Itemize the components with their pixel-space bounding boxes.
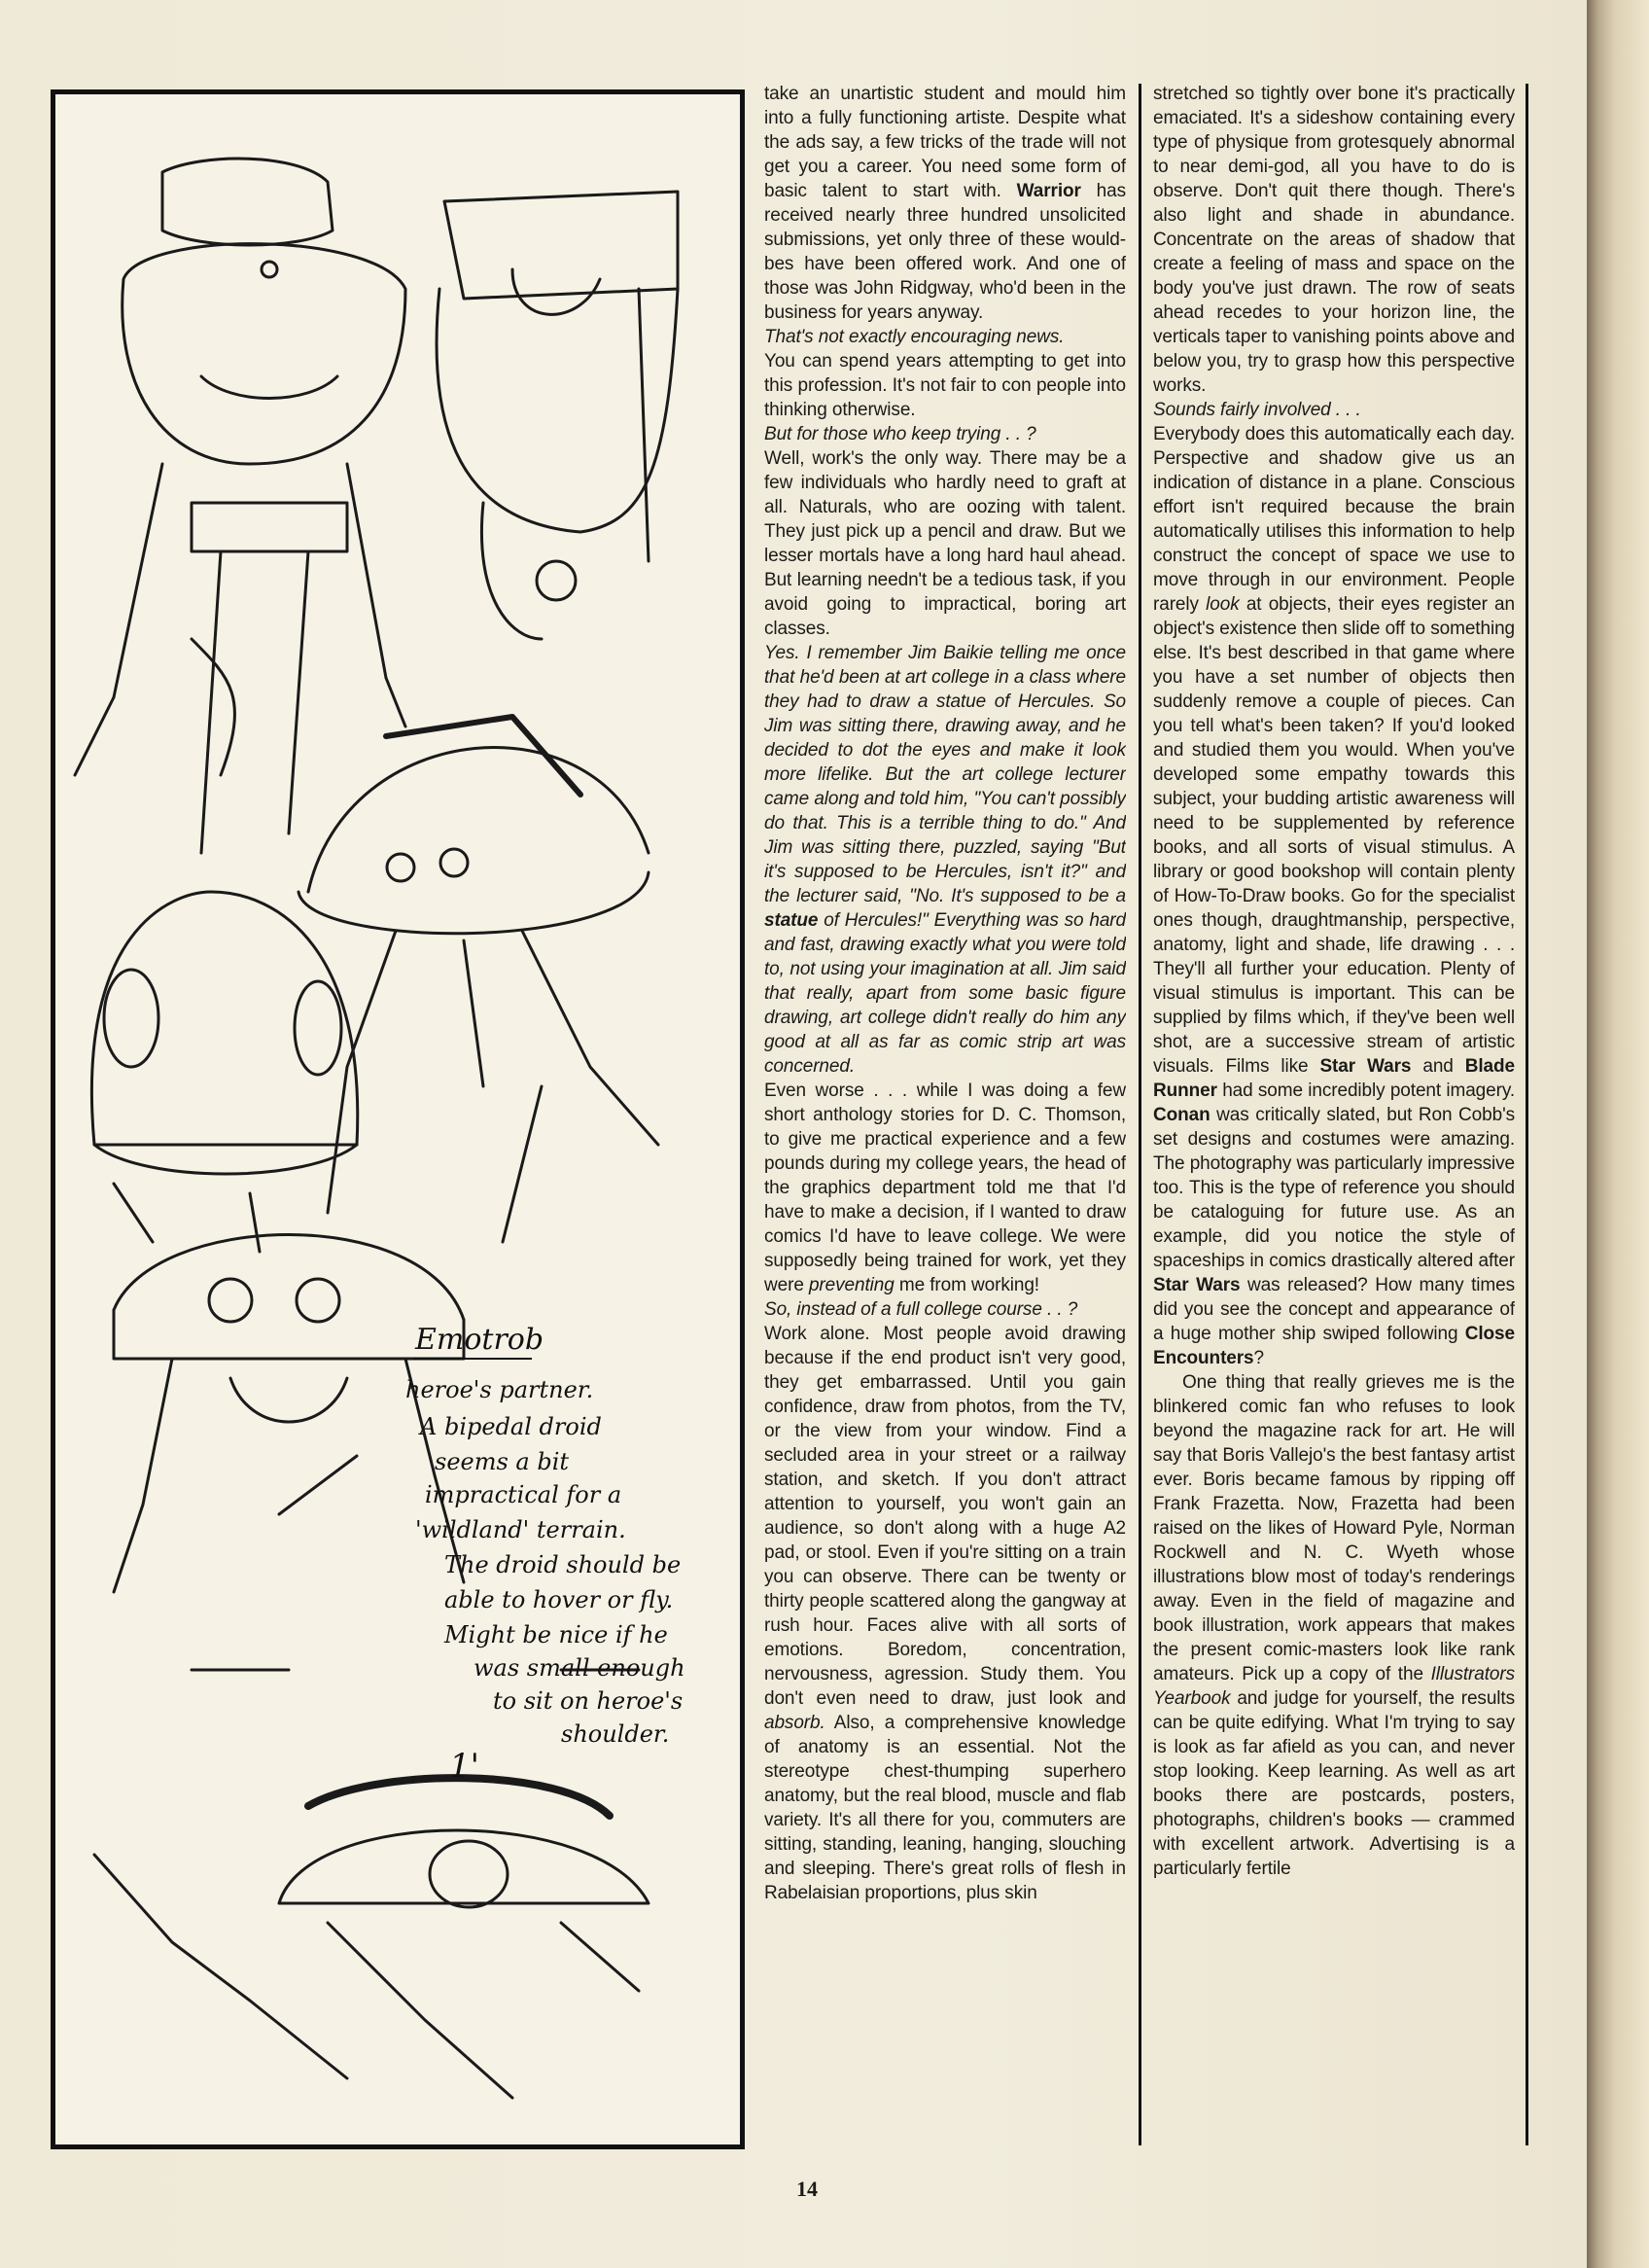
text-run: take an unartistic student and mould him into a fully functioning artiste. Despite what the ads say, a few tricks of the trade will not get you a career. You need some form of basic talent to start with. [764,84,1126,201]
note-line: impractical for a [425,1481,622,1508]
note-line: able to hover or fly. [444,1586,674,1613]
emphasis-bold: Close Encounters [1153,1324,1515,1368]
text-run: Sounds fairly involved . . . [1153,400,1361,420]
emphasis-italic: absorb. [764,1713,825,1733]
note-line: was small enough [474,1654,685,1682]
text-run: was released? How many times did you see the concept and appearance of a huge mother ship swiped following [1153,1275,1515,1344]
text-run: and judge for yourself, the results can be quite edifying. What I'm trying to say is look as far afield as you can, and never stop looking. Keep learning. As well as art books there are postcards, posters, photographs, children's books — crammed with excellent artwork. Advertising is a particularly fertile [1153,1688,1515,1879]
droid-sketch-top-left [75,159,405,853]
text-run: Even worse . . . while I was doing a few short anthology stories for D. C. Thomson, to give me practical experience and a few pounds during my college years, the head of the graphics department told me that I'd have to make a decision, if I wanted to draw comics I'd have to leave college. We were supposedly being trained for work, yet they were [764,1081,1126,1295]
text-run: me from working! [894,1275,1039,1295]
note-mark: 1' [449,1747,479,1786]
paragraph [764,446,1126,641]
droid-sketch-top-right [437,192,678,639]
droid-sketch-dome [91,892,357,1252]
emphasis-italic: Illustrators Yearbook [1153,1664,1515,1709]
text-run: One thing that really grieves me is the blinkered comic fan who refuses to look beyond the magazine rack for art. He will say that Boris Vallejo's the best fantasy artist ever. Boris became famous by ripping off Frank Frazetta. Now, Frazetta had been raised on the likes of Howard Pyle, Norman Rockwell and N. C. Wyeth whose illustrations blow most of today's renderings away. Even in the field of magazine and book illustration, work appears that makes the present comic-masters look like rank amateurs. Pick up a copy of the [1153,1372,1515,1684]
emphasis-italic: of Hercules!" Everything was so hard and fast, drawing exactly what you were told to, not using your imagination at all. Jim said that really, apart from some basic figure drawing, art college didn't really do him any good at all as far as comic strip art was concerned. [764,910,1126,1077]
paragraph [1153,1370,1515,1881]
note-line: shoulder. [561,1720,670,1748]
sketch-annotation [405,1323,692,1786]
column-rule [1139,84,1141,2145]
sketch-panel [51,89,745,2149]
svg-text:Emotrob [414,1323,544,1357]
page-edge [1587,0,1649,2268]
text-column-1 [764,82,1126,2149]
page-number: 14 [796,2177,818,2201]
text-run: and [1411,1056,1465,1077]
text-run: stretched so tightly over bone it's practically emaciated. It's a sideshow containing every type of physique from grotesquely abnormal to near demi-god, all you have to do is observe. Don't quit there though. There's also light and shade in abundance. Concentrate on the areas of shadow that create a feeling of mass and space on the body you've just drawn. The row of seats ahead recedes to your horizon line, the verticals taper to vanishing points above and below you, try to grasp how this perspective works. [1153,84,1515,396]
text-run: That's not exactly encouraging news. [764,327,1065,347]
text-run: was critically slated, but Ron Cobb's set designs and costumes were amazing. The photography was particularly impressive too. This is the type of reference you should be cataloguing for future use. As an example, did you notice the style of spaceships in comics drastically altered after [1153,1105,1515,1271]
note-title: Emotrob [415,1323,544,1357]
note-line: 'wildland' terrain. [415,1516,626,1543]
note-line: Might be nice if he [444,1621,668,1648]
interview-question [764,1297,1126,1322]
emphasis-bold: Warrior [1016,181,1081,201]
paragraph [764,349,1126,422]
droid-sketch-emotrob-front [114,1235,464,1593]
paragraph [764,82,1126,325]
text-column-2 [1153,82,1515,2149]
interview-question [764,422,1126,446]
text-run: So, instead of a full college course . . ? [764,1299,1078,1320]
emphasis-italic: look [1206,594,1240,615]
text-run: ? [1253,1348,1264,1368]
emphasis-bold: statue [764,910,819,931]
text-run: Also, a comprehensive knowledge of anatomy is an essential. Not the stereotype chest-thumping superhero anatomy, but the real blood, muscle and flab variety. It's all there for you, commuters are sitting, standing, leaning, hanging, slouching and sleeping. There's great rolls of flesh in Rabelaisian proportions, plus skin [764,1713,1126,1903]
note-line: heroe's partner. [405,1376,594,1403]
emphasis-bold: Star Wars [1153,1275,1241,1295]
emphasis-bold: Blade Runner [1153,1056,1515,1101]
droid-sketch-middle-right [298,717,658,1242]
droid-sketches [55,94,740,2144]
paragraph [1153,422,1515,1370]
text-run: Everybody does this automatically each day. Perspective and shadow give us an indication of distance in a plane. Conscious effort isn't required because the brain automatically utilises this information to help construct the concept of space we use to move through in our environment. People rarely [1153,424,1515,615]
column-rule [1526,84,1528,2145]
text-run: Yes. I remember Jim Baikie telling me once that he'd been at art college in a class where they had to draw a statue of Hercules. So Jim was sitting there, drawing away, and he decided to dot the eyes and make it look more lifelike. But the art college lecturer came along and told him, "You can't possibly do that. This is a terrible thing to do." And Jim was sitting there, puzzled, saying "But it's supposed to be Hercules, isn't it?" and the lecturer said, "No. It's supposed to be a [764,643,1126,906]
text-run: You can spend years attempting to get into this profession. It's not fair to con people into thinking otherwise. [764,351,1126,420]
text-run: had some incredibly potent imagery. [1216,1081,1515,1101]
svg-text:heroe's partner. A bip [405,1376,692,1748]
paragraph [764,1322,1126,1905]
emphasis-italic: preventing [808,1275,895,1295]
text-run: at objects, their eyes register an object's existence then slide off to something else. It's best described in that game where you have a set number of objects then suddenly remove a couple of pieces. Can you tell what's been taken? If you'd looked and studied them you would. When you've developed some empathy towards this subject, your budding artistic awareness will need to be supplemented by reference books, and all sorts of visual stimulus. A library or good bookshop will contain plenty of How-To-Draw books. Go for the specialist ones though, draughtmanship, perspective, anatomy, light and shade, life drawing . . . They'll all further your education. Plenty of visual stimulus is important. This can be supplied by films which, if they've been well shot, are a successive stream of artistic visuals. Films like [1153,594,1515,1077]
emphasis-bold: Conan [1153,1105,1210,1125]
note-line: The droid should be [444,1551,682,1578]
interview-question [764,325,1126,349]
note-line: A bipedal droid [420,1413,602,1440]
emphasis-bold: Star Wars [1319,1056,1412,1077]
text-run: has received nearly three hundred unsolicited submissions, yet only three of these would-bes have been offered work. And one of those was John Ridgway, who'd been in the business for years anyway. [764,181,1126,323]
note-line: seems a bit [435,1448,570,1475]
text-run: But for those who keep trying . . ? [764,424,1036,444]
interview-question [1153,398,1515,422]
paragraph [1153,82,1515,398]
text-run: Work alone. Most people avoid drawing because if the end product isn't very good, they get embarrassed. Until you gain confidence, draw from photos, from the TV, or the view from your window. Find a secluded area in your street or a railway station, and sketch. If you don't attract attention to yourself, you won't gain an audience, so don't along with a huge A2 pad, or stool. Even if you're sitting on a train you can observe. There can be twenty or thirty people scattered along the gangway at rush hour. Faces alive with all sorts of emotions. Boredom, concentration, nervousness, agression. Study them. You don't even need to draw, just look and [764,1324,1126,1709]
note-line: to sit on heroe's [493,1687,684,1715]
svg-text:1' [449,1747,479,1786]
interview-question [764,641,1126,1079]
text-run: Well, work's the only way. There may be a few individuals who hardly need to graft at all. Naturals, who are oozing with talent. They just pick up a pencil and draw. But we lesser mortals have a long hard haul ahead. But learning needn't be a tedious task, if you avoid going to impractical, boring art classes. [764,448,1126,639]
paragraph [764,1079,1126,1297]
